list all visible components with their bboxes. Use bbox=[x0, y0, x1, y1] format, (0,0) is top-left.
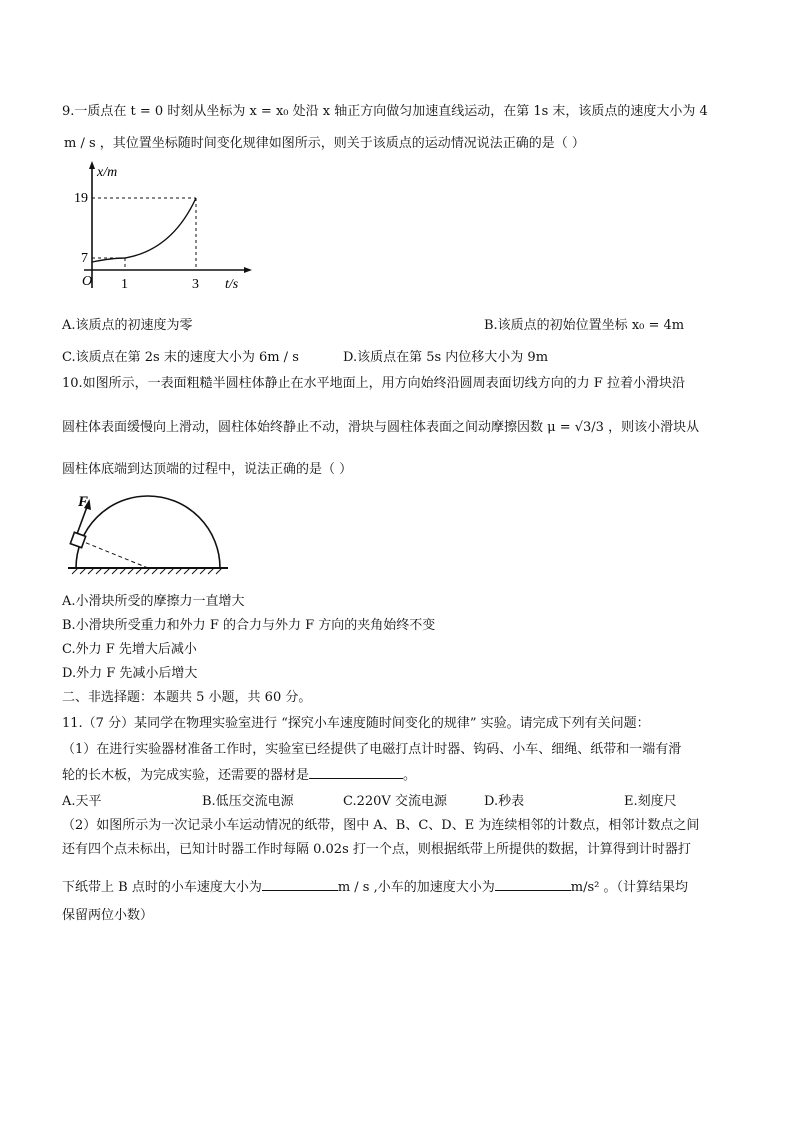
graph-ytick-7: 7 bbox=[81, 251, 88, 266]
graph-xtick-1: 1 bbox=[121, 277, 128, 292]
q11-choice-c: C.220V 交流电源 bbox=[343, 794, 447, 809]
graph-xlabel: t/s bbox=[225, 277, 239, 292]
q9-option-b: B.该质点的初始位置坐标 x₀ = 4m bbox=[484, 318, 685, 333]
q11-choice-e: E.刻度尺 bbox=[624, 794, 677, 809]
q9-position-time-graph bbox=[62, 158, 262, 298]
q9-option-a: A.该质点的初速度为零 bbox=[62, 318, 193, 333]
q10-option-a: A.小滑块所受的摩擦力一直增大 bbox=[62, 594, 245, 609]
q11-part2-line3-text-b: m / s ,小车的加速度大小为 bbox=[337, 880, 495, 895]
section-2-heading: 二、非选择题：本题共 5 小题，共 60 分。 bbox=[62, 690, 312, 705]
q11-choice-b: B.低压交流电源 bbox=[202, 794, 294, 809]
q10-option-b: B.小滑块所受重力和外力 F 的合力与外力 F 方向的夹角始终不变 bbox=[62, 618, 436, 633]
q11-part1-answer-blank[interactable] bbox=[309, 766, 403, 779]
q11-part2-line3-text-a: 下纸带上 B 点时的小车速度大小为 bbox=[62, 880, 262, 895]
q11-part2-line3-text-c: m/s² 。（计算结果均 bbox=[570, 880, 688, 895]
q11-choice-a: A.天平 bbox=[62, 794, 102, 809]
q9-stem-line2: m / s ，其位置坐标随时间变化规律如图所示，则关于该质点的运动情况说法正确的是（ ） bbox=[64, 136, 585, 151]
q11-part2-line4: 保留两位小数） bbox=[62, 908, 154, 923]
q10-half-cylinder-diagram bbox=[62, 488, 232, 578]
q9-option-d: D.该质点在第 5s 内位移大小为 9m bbox=[343, 350, 549, 365]
q11-part2-line1: （2）如图所示为一次记录小车运动情况的纸带，图中 A、B、C、D、E 为连续相邻的计数点，相邻计数点之间 bbox=[62, 818, 700, 833]
q11-velocity-answer-blank[interactable] bbox=[262, 878, 338, 891]
graph-ytick-19: 19 bbox=[74, 191, 88, 206]
q11-acceleration-answer-blank[interactable] bbox=[495, 878, 571, 891]
q9-option-c: C.该质点在第 2s 末的速度大小为 6m / s bbox=[62, 350, 299, 365]
q10-stem-line2: 圆柱体表面缓慢向上滑动，圆柱体始终静止不动，滑块与圆柱体表面之间动摩擦因数 μ = √3/3 ，则该小滑块从 bbox=[62, 420, 700, 435]
q10-option-c: C.外力 F 先增大后减小 bbox=[62, 642, 197, 657]
q9-stem-line1: 9.一质点在 t = 0 时刻从坐标为 x = x₀ 处沿 x 轴正方向做匀加速直线运动，在第 1s 末，该质点的速度大小为 4 bbox=[62, 104, 708, 119]
q11-part1-period: 。 bbox=[403, 768, 417, 783]
q11-part1-text: 轮的长木板，为完成实验，还需要的器材是 bbox=[62, 768, 310, 783]
graph-ylabel: x/m bbox=[97, 165, 118, 180]
q10-stem-line1: 10.如图所示，一表面粗糙半圆柱体静止在水平地面上，用方向始终沿圆周表面切线方向的力 F 拉着小滑块沿 bbox=[62, 376, 685, 391]
q11-stem-line1: 11.（7 分）某同学在物理实验室进行 “探究小车速度随时间变化的规律” 实验。请完成下列有关问题： bbox=[62, 716, 650, 731]
q11-part1-line1: （1）在进行实验器材准备工作时，实验室已经提供了电磁打点计时器、钩码、小车、细绳、纸带和一端有滑 bbox=[62, 742, 682, 757]
q11-part2-line3 bbox=[62, 876, 688, 895]
graph-xtick-3: 3 bbox=[192, 277, 199, 292]
q10-option-d: D.外力 F 先减小后增大 bbox=[62, 666, 198, 681]
force-label-f: F bbox=[78, 494, 89, 510]
q11-part1-line2 bbox=[62, 764, 416, 783]
graph-origin: O bbox=[82, 274, 93, 289]
q10-stem-line3: 圆柱体底端到达顶端的过程中，说法正确的是（ ） bbox=[62, 462, 353, 477]
q11-part2-line2: 还有四个点未标出，已知计时器工作时每隔 0.02s 打一个点，则根据纸带上所提供的数据，计算得到计时器打 bbox=[62, 842, 691, 857]
q11-choice-d: D.秒表 bbox=[484, 794, 525, 809]
